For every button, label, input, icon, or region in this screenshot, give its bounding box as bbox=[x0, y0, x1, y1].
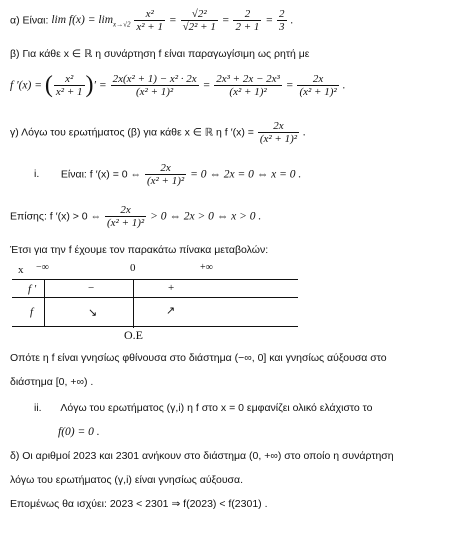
part-d-line-2: λόγω του ερωτήματος (γ,i) είναι γνησίως αύξουσα. bbox=[10, 474, 244, 486]
fraction-3-num: 2 bbox=[233, 8, 261, 21]
part-d-line-3: Επομένως θα ισχύει: 2023 < 2301 ⇒ f(2023) < f(2301) . bbox=[10, 498, 268, 510]
table-top-rule bbox=[12, 279, 298, 280]
step-i-line bbox=[34, 162, 301, 187]
step-ii-label: ii. bbox=[34, 402, 42, 414]
part-c-text: γ) Λόγω του ερωτήματος (β) για κάθε x ∈ ℝ η f ′(x) = bbox=[10, 126, 254, 139]
step-i-num: 2x bbox=[145, 162, 186, 175]
deriv-q3-den: (x² + 1)² bbox=[299, 86, 337, 98]
table-neg-inf: −∞ bbox=[36, 262, 49, 273]
fraction-3-den: 2 + 1 bbox=[235, 21, 260, 33]
table-plus: + bbox=[168, 282, 175, 294]
deriv-fraction-1 bbox=[111, 73, 199, 98]
part-a-line: α) Είναι: $\lim f(x) = \lim_{x\to√2}$ $\frac{\text{x²}}{\text{x² + 1}}$ = $\frac{\text{√2²}}{\text{√2² + 1}}$ = $\frac{2}{2 + 1}$ = $\frac{2}{3}$ . bbox=[10, 8, 294, 33]
table-x-label: x bbox=[18, 264, 24, 276]
fraction-2-num: √2² bbox=[181, 8, 218, 21]
deriv-q1-den: (x² + 1)² bbox=[136, 86, 174, 98]
also-num: 2x bbox=[105, 204, 146, 217]
conclusion-line-1: Οπότε η f είναι γνησίως φθίνουσα στο διάστημα (−∞, 0] και γνησίως αύξουσα στο bbox=[10, 352, 387, 364]
step-ii-text-2: f(0) = 0 . bbox=[58, 426, 100, 438]
paren-close: ) bbox=[85, 72, 94, 98]
step-ii-line-2 bbox=[58, 426, 100, 438]
also-post: > 0 ⇔ 2x > 0 ⇔ x > 0 . bbox=[150, 210, 262, 223]
derivative-line: f ′(x) = ( $\frac{\text{x²}}{\text{x² + 1}}$ )′ = $\frac{\text{2x(x² + 1) − x² · 2x}}{\text{(x² + 1)²}}$ = $\frac{\text{2x³ + 2x − 2x³}}{\text{(x² + 1)²}}$ = $\frac{2x}{\text{(x² + 1)²}}$ . bbox=[10, 72, 346, 98]
table-intro: Έτσι για την f έχουμε τον παρακάτω πίνακα μεταβολών: bbox=[10, 244, 269, 256]
step-i-den: (x² + 1)² bbox=[146, 175, 185, 187]
fraction-2-den: √2² + 1 bbox=[182, 21, 216, 33]
part-b-line: β) Για κάθε x ∈ ℝ η συνάρτηση f είναι παραγωγίσιμη ως ρητή με bbox=[10, 48, 310, 60]
conclusion-line-2: διάστημα [0, +∞) . bbox=[10, 376, 94, 388]
fraction-1-den: x² + 1 bbox=[136, 21, 163, 33]
table-f-label: f bbox=[30, 306, 34, 318]
step-ii-line bbox=[34, 402, 373, 414]
decreasing-arrow-icon: ↘ bbox=[88, 307, 98, 319]
fraction-2 bbox=[181, 8, 218, 33]
deriv-q1-num: 2x(x² + 1) − x² · 2x bbox=[112, 73, 197, 85]
step-i-fraction bbox=[145, 162, 186, 187]
table-minus: − bbox=[88, 282, 95, 294]
part-c-line: γ) Λόγω του ερωτήματος (β) για κάθε x ∈ ℝ η f ′(x) = $\frac{2x}{\text{(x² + 1)²}}$ . bbox=[10, 120, 306, 145]
also-pre: Επίσης: f ′(x) > 0 ⇔ bbox=[10, 210, 102, 223]
table-fprime-label: f ′ bbox=[28, 283, 37, 295]
step-i-label: i. bbox=[34, 168, 40, 181]
also-den: (x² + 1)² bbox=[107, 217, 145, 229]
table-bottom-rule bbox=[12, 326, 298, 327]
equals-2: = bbox=[221, 14, 230, 27]
table-zero: 0 bbox=[130, 262, 136, 274]
deriv-fraction-p bbox=[54, 73, 85, 98]
fraction-1-num: x² bbox=[134, 8, 165, 21]
derivative-lhs: f ′(x) = bbox=[10, 79, 42, 92]
step-i-pre: Είναι: f ′(x) = 0 ⇔ bbox=[60, 168, 142, 181]
paren-open: ( bbox=[44, 72, 53, 98]
limit-text: lim f(x) = lim bbox=[51, 14, 114, 27]
part-a-prefix: α) Είναι: bbox=[10, 14, 49, 27]
deriv-p-den: x² + 1 bbox=[55, 86, 83, 98]
fraction-1 bbox=[134, 8, 165, 33]
table-mid-rule bbox=[12, 297, 298, 298]
limit-subscript: x→√2 bbox=[113, 20, 131, 29]
table-zero-divider bbox=[133, 280, 134, 328]
part-c-num: 2x bbox=[258, 120, 299, 133]
deriv-q3-num: 2x bbox=[297, 73, 338, 86]
deriv-fraction-2 bbox=[214, 73, 282, 98]
deriv-fraction-3 bbox=[297, 73, 338, 98]
part-d-line-1: δ) Οι αριθμοί 2023 και 2301 ανήκουν στο διάστημα (0, +∞) στο οποίο η συνάρτηση bbox=[10, 450, 394, 462]
fraction-4-num: 2 bbox=[279, 8, 285, 20]
step-ii-text: Λόγω του ερωτήματος (γ,i) η f στο x = 0 εμφανίζει ολικό ελάχιστο το bbox=[60, 402, 373, 414]
table-min-label: Ο.Ε bbox=[124, 328, 143, 342]
equals-1: = bbox=[168, 14, 177, 27]
deriv-q2-den: (x² + 1)² bbox=[229, 86, 267, 98]
also-line bbox=[10, 204, 261, 229]
table-pos-inf: +∞ bbox=[200, 262, 213, 273]
fraction-4 bbox=[277, 8, 287, 33]
equals-3: = bbox=[265, 14, 274, 27]
deriv-q2-num: 2x³ + 2x − 2x³ bbox=[216, 73, 280, 85]
increasing-arrow-icon: ↗ bbox=[166, 305, 176, 317]
fraction-3 bbox=[233, 8, 261, 33]
step-i-post: = 0 ⇔ 2x = 0 ⇔ x = 0 . bbox=[190, 168, 302, 181]
limit-expression bbox=[51, 14, 133, 29]
also-fraction bbox=[105, 204, 146, 229]
deriv-p-num: x² bbox=[54, 73, 85, 86]
part-c-den: (x² + 1)² bbox=[259, 133, 298, 145]
fraction-4-den: 3 bbox=[279, 21, 285, 33]
table-label-divider bbox=[44, 280, 45, 326]
part-c-fraction bbox=[258, 120, 299, 145]
